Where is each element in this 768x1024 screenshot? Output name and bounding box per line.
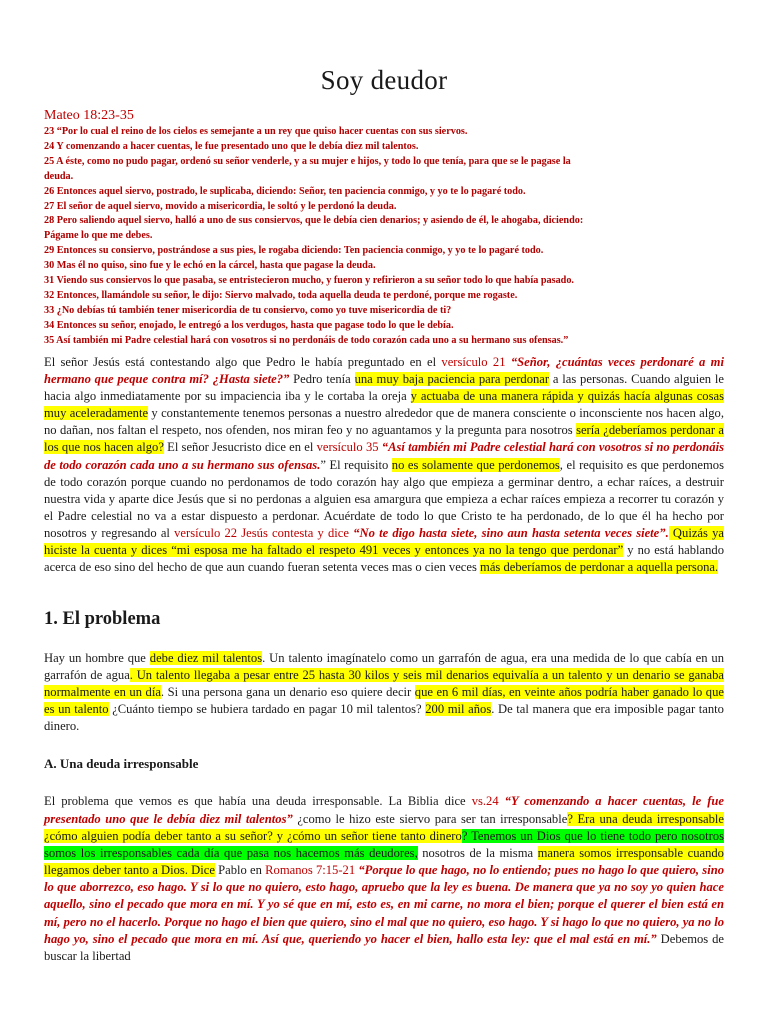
- intro-text: y constantemente tenemos personas a nuestro alrededor que de manera consciente o inconsciente nos hacen algo, no dañan, nos faltan el respeto, nos ofenden, nos miran feo y no aguantamos y la pregunta para nosotros: [44, 406, 724, 438]
- verse-line: 24 Y comenzando a hacer cuentas, le fue presentado uno que le debía diez mil talentos.: [44, 140, 419, 152]
- highlighted-text: ? Era una deuda irresponsable ¿cómo alguien podía deber tanto a su señor? y ¿cómo un señor tiene tanto dinero: [44, 811, 725, 843]
- intro-text: , el requisito es que perdonemos de todo corazón porque cuando no perdonamos de todo corazón hay algo que empieza a germinar dentro, a echar raíces, a destruir nuestra vida y aparte dice Jesús que si no perdonas a alguien esa amargura que empieza a echar raíces empieza a recorrer tu corazón y el Padre celestial no va a estar dispuesto a perdonar. Acuérdate de todo lo que Cristo te ha perdonado, de lo que él ha hecho por nosotros y regresando al: [44, 457, 724, 541]
- verse-line: 23 “Por lo cual el reino de los cielos es semejante a un rey que quiso hacer cuentas con sus siervos.: [44, 126, 468, 137]
- intro-text: El señor Jesús está contestando algo que Pedro le había preguntado en el: [44, 354, 442, 369]
- verse-reference: Romanos 7:15-21: [265, 863, 356, 878]
- verse-line: 27 El señor de aquel siervo, movido a misericordia, le soltó y le perdonó la deuda.: [44, 200, 397, 212]
- verse-line: deuda.: [44, 170, 74, 182]
- highlighted-text: Quizás ya hiciste la cuenta y dices: [44, 526, 724, 558]
- intro-text: a las personas. Cuando alguien le hacia algo inmediatamente por su impaciencia iba y le cortaba la oreja: [44, 371, 724, 403]
- verse-line: 32 Entonces, llamándole su señor, le dijo: Siervo malvado, toda aquella deuda te perdoné, porque me rogaste.: [44, 289, 518, 301]
- verses-block: [44, 125, 724, 349]
- verse-reference: versículo 22 Jesús contesta y dice: [174, 526, 349, 541]
- intro-text: ” El requisito: [320, 457, 392, 472]
- paragraph-text: . Un talento imagínatelo como un garrafón de agua, era una medida de lo que cabía en un garrafón de agua: [44, 650, 724, 682]
- verse-line: 26 Entonces aquel siervo, postrado, le suplicaba, diciendo: Señor, ten paciencia conmigo, y yo te lo pagaré todo.: [44, 185, 526, 197]
- verse-reference: versículo 35: [316, 440, 379, 455]
- verse-reference: vs.24: [471, 794, 499, 809]
- highlighted-text: manera somos irresponsable cuando llegamos deber tanto a Dios. Dice: [44, 845, 724, 878]
- verse-line: 33 ¿No debías tú también tener misericordia de tu consiervo, como yo tuve misericordia de ti?: [44, 304, 452, 316]
- highlighted-text: y actuaba de una manera rápida y quizás hacía algunas cosas muy aceleradamente: [44, 388, 724, 421]
- problem-paragraph: [44, 650, 724, 736]
- document-title: Soy deudor: [320, 65, 448, 95]
- highlighted-text: más deberíamos de perdonar a aquella persona.: [480, 560, 719, 575]
- section-heading: 1. El problema: [44, 608, 161, 629]
- highlighted-text: “mi esposa me ha faltado el respeto 491 veces y entonces ya no la tengo que perdonar”: [171, 543, 624, 558]
- subsection-heading: A. Una deuda irresponsable: [44, 756, 199, 772]
- intro-text: Pedro tenía: [289, 371, 355, 386]
- highlighted-text: no es solamente que perdonemos: [391, 457, 560, 472]
- scripture-quote: “Porque lo que hago, no lo entiendo; pues no hago lo que quiero, sino lo que aborrezco, eso hago. Y si lo que no quiero, esto hago, apruebo que la ley es buena. De manera que ya no soy yo quien hace aquello, sino el pecado que mora en mí. Y yo sé que en mí, esto es, en mi carne, no mora el bien; porque el querer el bien está en mí, pero no el hacerlo. Porque no hago el bien que quiero, sino el mal que no quiero, eso hago. Y si hago lo que no quiero, ya no lo hago yo, sino el pecado que mora en mí. Así que, queriendo yo hacer el bien, hallo esta ley: que el mal está en mí.”: [44, 863, 724, 946]
- highlighted-text: sería ¿deberíamos perdonar a los que nos hacen algo?: [44, 423, 724, 455]
- highlighted-text: que en 6 mil días, en veinte años podría haber ganado lo que es un talento: [44, 684, 724, 717]
- highlighted-text: . Un talento llegaba a pesar entre 25 hasta 30 kilos y seis mil denarios equivalía a un talento y un denario se ganaba normalmente en un día: [44, 667, 724, 699]
- paragraph-text: ¿como le hizo este siervo para ser tan irresponsable: [292, 811, 568, 826]
- scripture-reference: Mateo 18:23-35: [44, 108, 134, 123]
- verse-reference: versículo 21: [441, 354, 506, 369]
- verse-line: 30 Mas él no quiso, sino fue y le echó en la cárcel, hasta que pagase la deuda.: [44, 260, 376, 272]
- verse-line: 28 Pero saliendo aquel siervo, halló a uno de sus consiervos, que le debía cien denarios; y asiendo de él, le ahogaba, diciendo:: [44, 215, 584, 227]
- scripture-quote: “Señor, ¿cuántas veces perdonaré a mi hermano que peque contra mí? ¿Hasta siete?”: [44, 354, 724, 386]
- intro-text: y no está hablando acerca de eso sino del hecho de que aun cuando fueran setenta veces mas o cien veces: [44, 543, 724, 575]
- highlighted-text: debe diez mil talentos: [149, 650, 263, 665]
- verse-line: 25 A éste, como no pudo pagar, ordenó su señor venderle, y a su mujer e hijos, y todo lo que tenía, para que se le pagase la: [44, 155, 571, 167]
- paragraph-text: Pablo en: [214, 863, 266, 878]
- paragraph-text: . De tal manera que era imposible pagar tanto dinero.: [44, 702, 724, 734]
- paragraph-text: Hay un hombre que: [44, 650, 150, 665]
- verse-line: Págame lo que me debes.: [44, 230, 153, 242]
- green-highlighted-text: ? Tenemos un Dios que lo tiene todo pero nosotros somos los irresponsables cada día que pasa nos hacemos más deudores,: [44, 828, 724, 860]
- verse-line: 29 Entonces su consiervo, postrándose a sus pies, le rogaba diciendo: Ten paciencia conmigo, y yo te lo pagaré todo.: [44, 245, 544, 257]
- paragraph-text: nosotros de la misma: [417, 845, 538, 860]
- verse-line: 34 Entonces su señor, enojado, le entregó a los verdugos, hasta que pagase todo lo que le debía.: [44, 319, 454, 331]
- scripture-quote: “Y comenzando a hacer cuentas, le fue presentado uno que le debía diez mil talentos”: [44, 794, 724, 826]
- intro-text: El señor Jesucristo dice en el: [163, 440, 317, 455]
- scripture-quote: “Así también mi Padre celestial hará con vosotros si no perdonáis de todo corazón cada uno a su hermano sus ofensas.: [44, 440, 724, 472]
- scripture-quote: “No te digo hasta siete, sino aun hasta setenta veces siete”.: [348, 526, 669, 541]
- irresponsible-debt-paragraph: [44, 793, 724, 965]
- verse-line: 31 Viendo sus consiervos lo que pasaba, se entristecieron mucho, y fueron y refirieron a su señor todo lo que había pasado.: [44, 275, 574, 287]
- verse-line: 35 Así también mi Padre celestial hará con vosotros si no perdonáis de todo corazón cada uno a su hermano sus ofensas.”: [44, 334, 569, 346]
- highlighted-text: una muy baja paciencia para perdonar: [354, 371, 550, 386]
- intro-paragraph: [44, 354, 724, 577]
- highlighted-text: 200 mil años: [425, 702, 492, 717]
- paragraph-text: ¿Cuánto tiempo se hubiera tardado en pagar 10 mil talentos?: [108, 702, 426, 717]
- paragraph-text: . Si una persona gana un denario eso quiere decir: [160, 684, 415, 699]
- paragraph-text: Debemos de buscar la libertad: [44, 931, 724, 963]
- paragraph-text: El problema que vemos es que había una deuda irresponsable. La Biblia dice: [44, 794, 472, 809]
